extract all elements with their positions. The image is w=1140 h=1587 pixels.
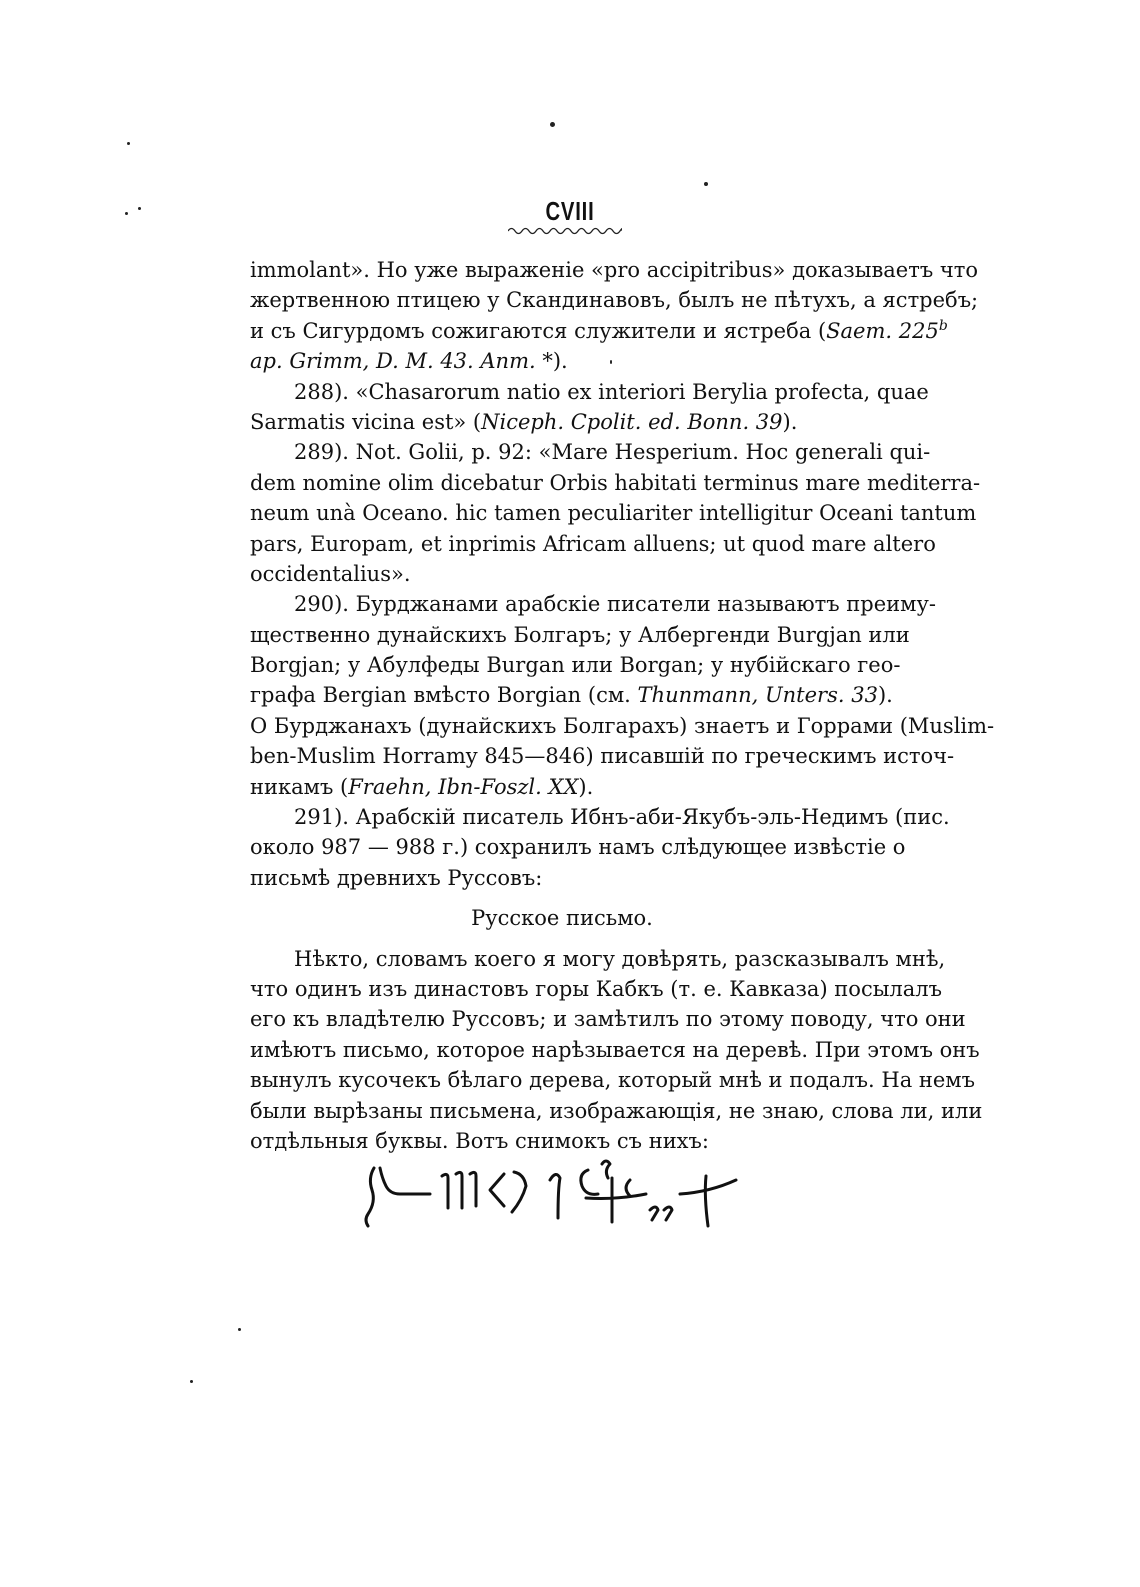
text-line: Нѣкто, словамъ коего я могу довѣрять, разсказывалъ мнѣ,: [294, 946, 946, 971]
text-line: щественно дунайскихъ Болгаръ; у Албергенди Burgjan или: [250, 622, 910, 647]
print-speck: [610, 360, 612, 364]
print-speck: [550, 122, 555, 127]
text-line: immolant». Но уже выраженіе «pro accipitribus» доказываетъ что: [250, 258, 979, 282]
text-line: ap. Grimm, D. M. 43. Anm. *).: [250, 349, 568, 374]
decorative-wavy-rule: [508, 226, 622, 236]
text-line: что одинъ изъ династовъ горы Кабкъ (т. е. Кавказа) посылалъ: [250, 976, 942, 1001]
rune-inscription: [350, 1150, 750, 1240]
text-line: его къ владѣтелю Руссовъ; и замѣтилъ по этому поводу, что они: [250, 1007, 966, 1032]
print-speck: [190, 1380, 193, 1383]
text-line: 288). «Chasarorum natio ex interiori Berylia profecta, quae: [294, 379, 929, 404]
text-line: 291). Арабскій писатель Ибнъ-аби-Якубъ-эль-Недимъ (пис.: [294, 805, 950, 830]
print-speck: [704, 182, 708, 186]
text-line: имѣютъ письмо, которое нарѣзывается на деревѣ. При этомъ онъ: [250, 1037, 980, 1062]
text-line: жертвенною птицею у Скандинавовъ, былъ не пѣтухъ, а ястребъ;: [250, 288, 979, 313]
text-line: Русское письмо.: [471, 906, 653, 931]
text-line: О Бурджанахъ (дунайскихъ Болгарахъ) знаетъ и Горрами (Muslim-: [250, 713, 995, 738]
text-line: 289). Not. Golii, p. 92: «Mare Hesperium. Hoc generali qui-: [294, 440, 931, 465]
text-line: 290). Бурджанами арабскіе писатели называютъ преиму-: [294, 592, 936, 617]
text-line: pars, Europam, et inprimis Africam alluens; ut quod mare altero: [250, 531, 936, 556]
text-line: были вырѣзаны письмена, изображающія, не знаю, слова ли, или: [250, 1098, 983, 1123]
text-line: графа Bergian вмѣсто Borgian (см. Thunmann, Unters. 33).: [250, 683, 893, 708]
text-line: Sarmatis vicina est» (Niceph. Cpolit. ed. Bonn. 39).: [250, 409, 798, 434]
text-line: около 987 — 988 г.) сохранилъ намъ слѣдующее извѣстіе о: [250, 835, 906, 860]
text-line: neum unà Oceano. hic tamen peculiariter intelligitur Oceani tantum: [250, 501, 977, 526]
paragraph-gap: [250, 934, 874, 944]
body-text: [250, 255, 995, 1156]
text-line: и съ Сигурдомъ сожигаются служители и ястреба (Saem. 225$^b$: [250, 317, 948, 343]
text-line: occidentalius».: [250, 561, 411, 586]
text-line: вынулъ кусочекъ бѣлаго дерева, который мнѣ и подалъ. На немъ: [250, 1068, 976, 1093]
print-speck: [138, 207, 141, 210]
text-line: отдѣльныя буквы. Вотъ снимокъ съ нихъ:: [250, 1128, 709, 1153]
text-line: никамъ (Fraehn, Ibn-Foszl. XX).: [250, 774, 594, 799]
print-speck: [238, 1328, 241, 1331]
page-number: CVIII: [545, 196, 595, 226]
text-line: dem nomine olim dicebatur Orbis habitati terminus mare mediterra-: [250, 470, 981, 495]
text-line: ben-Muslim Horramy 845—846) писавшій по греческимъ источ-: [250, 744, 955, 769]
print-speck: [125, 212, 128, 215]
text-line: Borgjan; у Абулфеды Burgan или Borgan; у нубійскаго гео-: [250, 653, 901, 678]
paragraph-gap: [250, 893, 874, 903]
print-speck: [127, 142, 130, 145]
text-line: письмѣ древнихъ Руссовъ:: [250, 865, 543, 890]
